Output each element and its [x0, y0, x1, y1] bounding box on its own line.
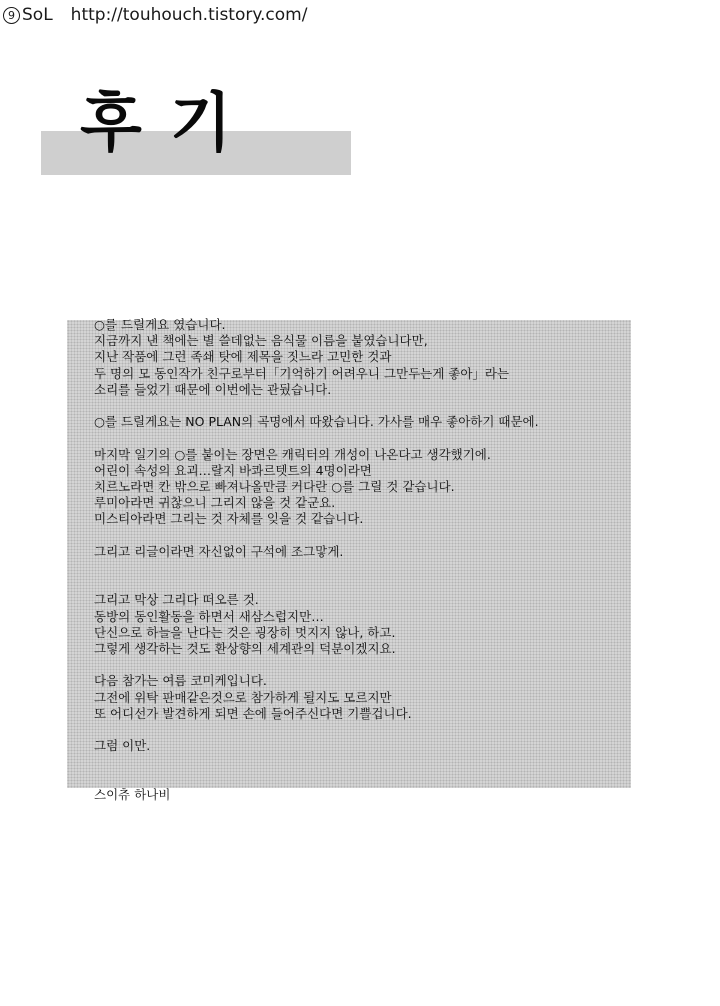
afterword-line: 그리고 리글이라면 자신없이 구석에 조그맣게.: [94, 543, 344, 559]
afterword-line: 또 어디선가 발견하게 되면 손에 들어주신다면 기쁠겁니다.: [94, 705, 412, 721]
afterword-line: 어린이 속성의 요괴…랄지 바콰르텟트의 4명이라면: [94, 462, 372, 478]
afterword-line: 단신으로 하늘을 난다는 것은 굉장히 멋지지 않나, 하고.: [94, 624, 396, 640]
afterword-line: 치르노라면 칸 밖으로 빠져나올만큼 커다란 ○를 그릴 것 같습니다.: [94, 479, 455, 494]
afterword-line: 지난 작품에 그런 족쇄 탓에 제목을 짓느라 고민한 것과: [94, 349, 392, 365]
afterword-paragraph: [94, 414, 634, 430]
afterword-line: 두 명의 모 동인작가 친구로부터「기억하기 어려우니 그만두는게 좋아」라는: [94, 365, 510, 381]
afterword-line: 그럼 이만.: [94, 738, 151, 754]
afterword-line: 미스티아라면 그리는 것 자체를 잊을 것 같습니다.: [94, 511, 364, 527]
afterword-paragraph: [94, 673, 634, 722]
afterword-body: [94, 317, 634, 819]
page-title: 후기: [80, 87, 260, 161]
afterword-line: 지금까지 낸 책에는 별 쓸데없는 음식물 이름을 붙였습니다만,: [94, 333, 428, 349]
afterword-paragraph: [94, 317, 634, 398]
afterword-paragraph: [94, 787, 634, 803]
afterword-line: 그렇게 생각하는 것도 환상향의 세계관의 덕분이겠지요.: [94, 641, 396, 656]
watermark-circle-mark: 9: [3, 7, 20, 24]
afterword-line: 마지막 일기의 ○를 붙이는 장면은 캐릭터의 개성이 나온다고 생각했기에.: [94, 446, 491, 462]
afterword-line: 스이츄 하나비: [94, 786, 171, 802]
afterword-paragraph: [94, 592, 634, 657]
afterword-line: 그전에 위탁 판매같은것으로 참가하게 될지도 모르지만: [94, 689, 392, 705]
afterword-paragraph: [94, 447, 634, 528]
afterword-line: 다음 참가는 여름 코미케입니다.: [94, 673, 267, 689]
scanlation-watermark: [3, 4, 307, 26]
afterword-line: ○를 드릴게요 였습니다.: [94, 317, 226, 332]
afterword-line: 그리고 막상 그리다 떠오른 것.: [94, 592, 259, 608]
afterword-line: ○를 드릴게요는 NO PLAN의 곡명에서 따왔습니다. 가사를 매우 좋아하기 때문에.: [94, 414, 539, 430]
afterword-line: 동방의 동인활동을 하면서 새삼스럽지만…: [94, 608, 324, 624]
afterword-paragraph: [94, 544, 634, 560]
watermark-brand: SoL: [22, 5, 53, 25]
afterword-line: 소리를 들었기 때문에 이번에는 관뒀습니다.: [94, 381, 332, 397]
watermark-url: http://touhouch.tistory.com/: [70, 5, 308, 25]
afterword-line: 루미아라면 귀찮으니 그리지 않을 것 같군요.: [94, 495, 336, 511]
afterword-paragraph: [94, 738, 634, 754]
